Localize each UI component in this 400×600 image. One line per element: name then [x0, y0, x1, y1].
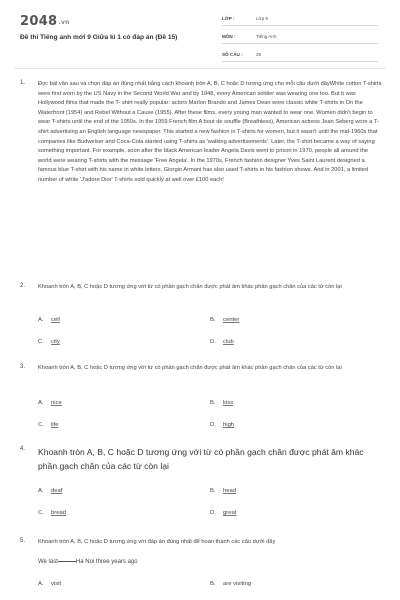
option-a[interactable] [38, 400, 62, 406]
exam-meta [222, 12, 378, 66]
option-letter: D. [210, 422, 216, 428]
question-text: Khoanh tròn A, B, C hoặc D tương ứng với đáp án đúng nhất để hoàn thành các câu dưới đây [38, 539, 276, 545]
option-text: are visiting [223, 581, 252, 587]
meta-label: MÔN : [222, 34, 236, 39]
question-5 [20, 538, 382, 548]
logo-suffix: .vn [58, 19, 70, 26]
answer-blank[interactable] [58, 561, 76, 562]
option-letter: C. [38, 339, 44, 345]
question-number: 5. [20, 538, 26, 544]
sentence-before: We last [38, 559, 58, 565]
option-text: bread [51, 510, 67, 516]
option-text: life [51, 422, 59, 428]
meta-value: Tiếng Anh [256, 34, 277, 39]
meta-row-count [222, 48, 378, 62]
meta-label: SỐ CÂU : [222, 52, 243, 57]
option-text: city [51, 339, 60, 345]
option-letter: C. [38, 422, 44, 428]
option-letter: B. [210, 488, 216, 494]
meta-value: Lớp 9 [256, 16, 268, 21]
option-b[interactable] [210, 581, 251, 587]
meta-row-class [222, 12, 378, 26]
document-title: Đề thi Tiếng anh mới 9 Giữa kì 1 có đáp án (Đề 15) [20, 34, 178, 41]
meta-value: 26 [256, 52, 262, 57]
option-a[interactable] [38, 581, 61, 587]
page-header [0, 0, 400, 64]
option-letter: A. [38, 581, 44, 587]
option-a[interactable] [38, 488, 62, 494]
question-number: 3. [20, 364, 26, 370]
site-logo[interactable] [20, 14, 70, 29]
option-b[interactable] [210, 400, 233, 406]
sentence-after: Ha Noi three years ago [75, 559, 138, 565]
option-text: high [223, 422, 235, 428]
option-text: visit [51, 581, 62, 587]
question-number: 4. [20, 446, 26, 452]
option-b[interactable] [210, 488, 236, 494]
option-c[interactable] [38, 339, 60, 345]
question-2 [20, 283, 382, 293]
option-text: center [223, 317, 240, 323]
logo-main: 2048 [20, 14, 58, 29]
option-b[interactable] [210, 317, 239, 323]
header-divider [14, 68, 386, 69]
question-1 [20, 80, 382, 186]
option-text: deaf [51, 488, 63, 494]
question-3 [20, 364, 382, 374]
option-letter: D. [210, 339, 216, 345]
option-letter: C. [38, 510, 44, 516]
option-c[interactable] [38, 422, 59, 428]
option-a[interactable] [38, 317, 60, 323]
option-text: cell [51, 317, 60, 323]
option-letter: B. [210, 581, 216, 587]
option-text: club [223, 339, 234, 345]
option-letter: D. [210, 510, 216, 516]
question-text: Khoanh tròn A, B, C hoặc D tương ứng với từ có phần gạch chân được phát âm khác phần gạch chân của các từ còn lại [38, 447, 364, 471]
option-letter: A. [38, 488, 44, 494]
option-letter: A. [38, 317, 44, 323]
option-text: great [223, 510, 237, 516]
option-letter: B. [210, 317, 216, 323]
option-letter: B. [210, 400, 216, 406]
question-text: Khoanh tròn A, B, C hoặc D tương ứng với từ có phần gạch chân được phát âm khác phần gạch chân của các từ còn lại [38, 365, 342, 371]
meta-label: LỚP : [222, 16, 235, 21]
option-text: nice [51, 400, 62, 406]
option-letter: A. [38, 400, 44, 406]
option-c[interactable] [38, 510, 66, 516]
option-text: kiss [223, 400, 234, 406]
question-text: Khoanh tròn A, B, C hoặc D tương ứng với từ có phần gạch chân được phát âm khác phần gạch chân của các từ còn lại [38, 284, 342, 290]
meta-row-subject [222, 30, 378, 44]
question-5-sentence [20, 558, 382, 568]
option-d[interactable] [210, 339, 234, 345]
option-text: head [223, 488, 237, 494]
option-d[interactable] [210, 510, 236, 516]
question-number: 2. [20, 283, 26, 289]
question-number: 1. [20, 80, 26, 86]
option-d[interactable] [210, 422, 234, 428]
question-text: Đọc bài văn sau và chọn đáp án đúng nhất bằng cách khoanh tròn A, B, C hoặc D tương ứng cho mỗi câu dưới đâyWhite cotton T-shirts were first worn by the US Navy in the Second World War and by 1948, every American soldier was wearing one too. But it was Hollywood films that made the T- shirt really popular: actors Marlon Brando and James Dean wore classic white T-shirts in On the Waterfront (1954) and Rebel Without a Cause (1955). After these films, every young man wanted to wear one. Women didn't begin to wear T-shirts until the end of the 1950s. In the 1959 French film A bout de souffle (Breathless), American actress Jean Seberg wore a T-shirt advertising an English language newspaper. This started a new fashion in T-shirts for women, but it wasn't until the mid-1960s that companies like Budweiser and Coca-Cola started using T-shirts as 'walking advertisements'. Later, the T-shirt became a way of saying something important. For example, soon after the black American leader Angela Davis went to prison in 1970, people all around the world were wearing T-shirts with the message 'Free Angela'. In the 1970s, French fashion designer Yves Saint Laurent designed a famous blue T-shirt with his name in white letters. Giorgio Armani has also used T-shirts in his fashion shows. And in 2001, a limited number of white 'J'adore Dior' T-shirts sold quickly at well over £100 each! [38, 81, 382, 183]
question-4 [20, 446, 382, 473]
